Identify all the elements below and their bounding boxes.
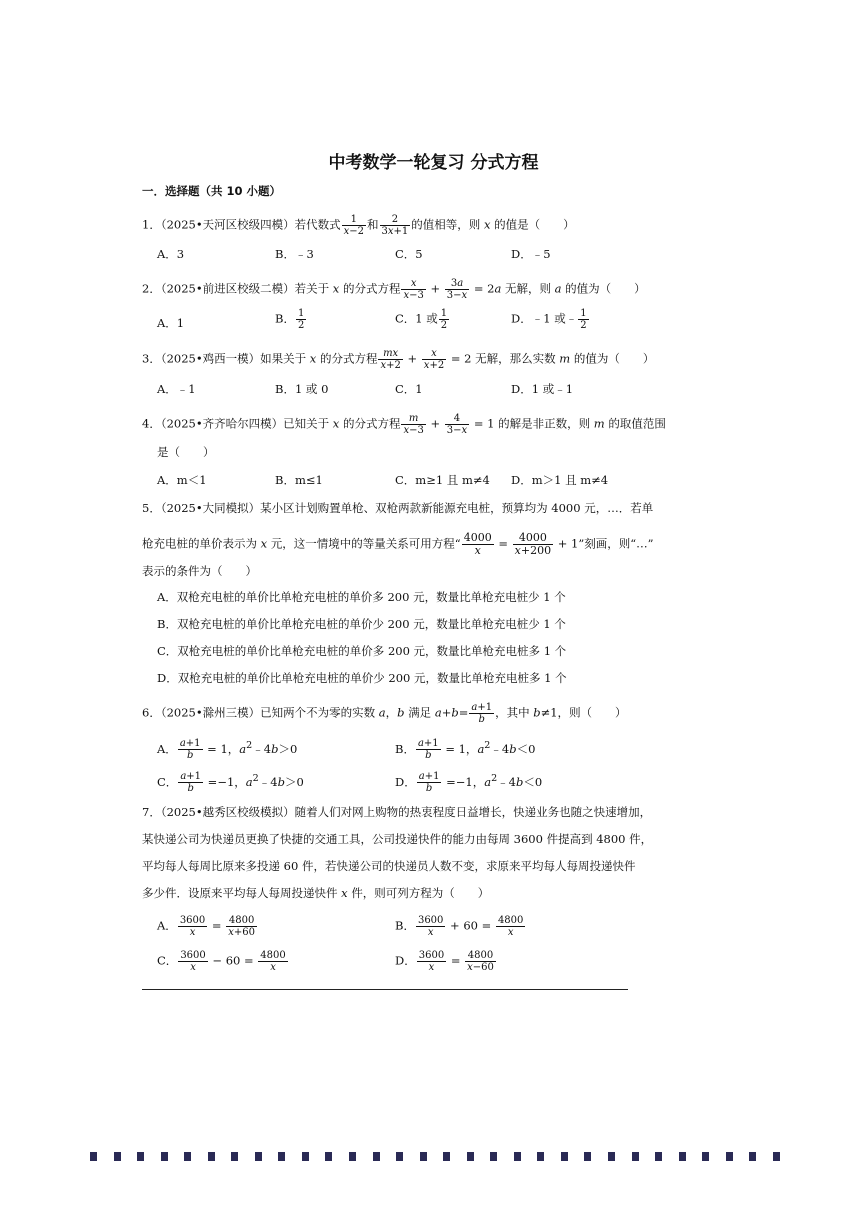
option-label: C． [157, 774, 178, 789]
option-d [511, 308, 590, 331]
fraction: $\frac{3600}{x}$ [180, 950, 206, 973]
question-text: 的分式方程 [319, 351, 378, 366]
question-7 [142, 804, 651, 820]
option-label: B． [395, 918, 415, 933]
question-text: 的值相等，则 [411, 217, 481, 232]
question-4-continued: 是（ ） [157, 445, 215, 459]
question-number: 3． [142, 351, 161, 366]
option-b: B．1 或 0 [275, 382, 329, 396]
question-number: 2． [142, 281, 161, 296]
fraction: $\frac{a+1}{b}$ [418, 771, 440, 795]
question-text: 无解，那么实数 [475, 351, 556, 366]
option-label: C． [157, 953, 178, 968]
option-c: C． $\frac{a+1}{b}$ =−1，$a^2﹣4b>0$ [157, 771, 304, 795]
question-7-line-3: 平均每人每周比原来多投递 60 件，若快递公司的快递员人数不变，求原来平均每人每周投递快件 [142, 859, 636, 873]
question-text: 已知两个不为零的实数 [260, 705, 376, 720]
question-text: 若关于 [294, 281, 330, 296]
question-3: 3．（2025•鸡西一模）如果关于 x 的分式方程 $\frac{mx}{x+2}$ + $\frac{x}{x+2}$ = 2 无解，那么实数 m 的值为（ ） [142, 348, 655, 371]
option-label: C．1 或 [395, 311, 438, 326]
question-source: （2025•越秀区校级模拟） [160, 805, 295, 819]
fraction: $\frac{1}{2}$ [297, 308, 305, 331]
question-text: 随着人们对网上购物的热衷程度日益增长，快递业务也随之快速增加， [294, 805, 652, 819]
option-b: B． $\frac{3600}{x}$ + 60 = $\frac{4800}{x}$ [395, 915, 524, 938]
question-text: 和 [367, 217, 379, 232]
question-text: 元，这一情境中的等量关系可用方程“ [270, 536, 461, 551]
option-d: D．双枪充电桩的单价比单枪充电桩的单价少 200 元，数量比单枪充电桩多 1 个 [157, 671, 567, 685]
option-b: B．双枪充电桩的单价比单枪充电桩的单价少 200 元，数量比单枪充电桩少 1 个 [157, 617, 566, 631]
fraction: $\frac{1}{2}$ [440, 308, 448, 331]
option-b: B．﹣3 [275, 247, 314, 261]
option-d: D． $\frac{3600}{x}$ = $\frac{4800}{x-60}$ [395, 950, 494, 973]
question-text: ”刻画，则“…” [578, 536, 654, 551]
question-text: 已知关于 [283, 416, 330, 431]
option-d: D．﹣5 [511, 247, 551, 261]
question-text: 无解，则 [504, 281, 551, 296]
fraction: $\frac{3600}{x}$ [418, 950, 445, 973]
option-a: A．3 [157, 247, 185, 261]
fraction: $\frac{a+1}{b}$ [417, 738, 439, 762]
option-label: B． [275, 311, 295, 326]
question-text: 满足 [408, 705, 432, 720]
question-number: 5． [142, 501, 161, 515]
question-text: 多少件．设原来平均每人每周投递快件 [142, 886, 338, 900]
fraction: $\frac{4800}{x+60}$ [228, 915, 255, 938]
question-text: 的分式方程 [342, 281, 401, 296]
question-5 [142, 500, 653, 516]
section-heading: 一．选择题（共 10 小题） [142, 184, 282, 198]
option-a: A．双枪充电桩的单价比单枪充电桩的单价多 200 元，数量比单枪充电桩少 1 个 [157, 590, 566, 604]
question-text: 其中 [506, 705, 530, 720]
fraction: $\frac{a+1}{b}$ [180, 771, 202, 795]
dashed-border [90, 1152, 780, 1162]
fraction: $\frac{m}{x-3}$ [403, 413, 424, 436]
question-7-line-4: 多少件．设原来平均每人每周投递快件 x 件，则可列方程为（ ） [142, 886, 490, 900]
question-source: （2025•大同模拟） [160, 501, 261, 515]
question-text: 若代数式 [294, 217, 341, 232]
fraction: $\frac{1}{x-2}$ [343, 214, 365, 237]
option-label: D．﹣1 或﹣ [511, 311, 578, 326]
question-source: （2025•齐齐哈尔四模） [160, 416, 284, 431]
option-label: B． [395, 741, 415, 756]
question-7-line-2: 某快递公司为快递员更换了快捷的交通工具，公司投递快件的能力由每周 3600 件提高到 4800 件， [142, 832, 653, 846]
option-a: A．m＜1 [157, 473, 207, 487]
option-label: A． [157, 741, 177, 756]
fraction: $\frac{3600}{x}$ [417, 915, 444, 938]
question-6: 6．（2025•滁州三模）已知两个不为零的实数 a，b 满足 a+b= $\frac{a+1}{b}$ ，其中 b≠1，则（ ） [142, 702, 627, 725]
option-c: C．1 [395, 382, 423, 396]
fraction: $\frac{a+1}{b}$ [179, 738, 201, 762]
question-text: 如果关于 [260, 351, 307, 366]
option-b: B． $\frac{a+1}{b}$ = 1，$a^2﹣4b<0$ [395, 738, 536, 762]
fraction: $\frac{4800}{x}$ [260, 950, 286, 973]
question-number: 4． [142, 416, 161, 431]
fraction: $\frac{x}{x-3}$ [403, 278, 424, 301]
option-a: A． $\frac{3600}{x}$ = $\frac{4800}{x+60}$ [157, 915, 255, 938]
option-a: A． $\frac{a+1}{b}$ = 1，$a^2﹣4b>0$ [157, 738, 298, 762]
option-c [395, 308, 450, 331]
question-source: （2025•滁州三模） [160, 705, 261, 720]
option-b: B．m≤1 [275, 473, 323, 487]
question-number: 1． [142, 217, 161, 232]
option-a: A．1 [157, 316, 185, 330]
fraction: $\frac{3600}{x}$ [179, 915, 206, 938]
fraction: $\frac{4}{3-x}$ [446, 413, 468, 436]
option-label: D． [395, 953, 416, 968]
question-5-line-3: 表示的条件为（ ） [142, 564, 257, 578]
question-5-line-2: 枪充电桩的单价表示为 x 元，这一情境中的等量关系可用方程“ $\frac{4000}{x}$ = $\frac{4000}{x+200}$ + 1”刻画，则“…” [142, 531, 654, 557]
fraction: $\frac{4800}{x-60}$ [467, 950, 494, 973]
fraction: $\frac{mx}{x+2}$ [380, 348, 401, 371]
page-title: 中考数学一轮复习 分式方程 [328, 153, 539, 173]
fraction: $\frac{4000}{x}$ [463, 531, 492, 557]
question-source: （2025•前进区校级二模） [160, 281, 295, 296]
question-number: 7． [142, 805, 161, 819]
option-b [275, 308, 307, 331]
question-1: 1．（2025•天河区校级四模）若代数式 $\frac{1}{x-2}$ 和 $\frac{2}{3x+1}$ 的值相等，则 x 的值是（ ） [142, 214, 575, 237]
question-source: （2025•鸡西一模） [160, 351, 261, 366]
question-source: （2025•天河区校级四模） [160, 217, 295, 232]
fraction: $\frac{a+1}{b}$ [471, 702, 493, 725]
question-text: 件，则可列方程为（ ） [351, 886, 490, 900]
fraction: $\frac{1}{2}$ [580, 308, 587, 331]
option-c: C．m≥1 且 m≠4 [395, 473, 490, 487]
option-c: C．双枪充电桩的单价比单枪充电桩的单价多 200 元，数量比单枪充电桩多 1 个 [157, 644, 567, 658]
option-d: D．1 或﹣1 [511, 382, 574, 396]
fraction: $\frac{4800}{x}$ [497, 915, 524, 938]
fraction: $\frac{4000}{x+200}$ [514, 531, 552, 557]
question-text: 的取值范围 [608, 416, 666, 431]
question-text: 枪充电桩的单价表示为 [142, 536, 257, 551]
question-number: 6． [142, 705, 161, 720]
option-a: A．﹣1 [157, 382, 196, 396]
fraction: $\frac{3a}{3-x}$ [446, 278, 468, 301]
question-text: 的分式方程 [342, 416, 401, 431]
option-c: C．5 [395, 247, 423, 261]
divider-line [142, 989, 628, 990]
option-label: A． [157, 918, 177, 933]
fraction: $\frac{2}{3x+1}$ [381, 214, 409, 237]
question-text: 的解是非正数，则 [498, 416, 591, 431]
option-c: C． $\frac{3600}{x}$ − 60 = $\frac{4800}{x}$ [157, 950, 286, 973]
option-label: D． [395, 774, 416, 789]
question-text: 的值是（ ） [494, 217, 575, 232]
question-text: 则（ ） [569, 705, 627, 720]
question-text: 某小区计划购置单枪、双枪两款新能源充电桩，预算均为 4000 元，…．若单 [260, 501, 654, 515]
question-4: 4．（2025•齐齐哈尔四模）已知关于 x 的分式方程 $\frac{m}{x-3}$ + $\frac{4}{3-x}$ = 1 的解是非正数，则 m 的取值范围 [142, 413, 666, 436]
question-2: 2．（2025•前进区校级二模）若关于 x 的分式方程 $\frac{x}{x-3}$ + $\frac{3a}{3-x}$ = 2a 无解，则 a 的值为（ ） [142, 278, 646, 301]
fraction: $\frac{x}{x+2}$ [423, 348, 445, 371]
question-text: 的值为（ ） [565, 281, 646, 296]
option-d: D． $\frac{a+1}{b}$ =−1，$a^2﹣4b<0$ [395, 771, 543, 795]
option-d: D．m＞1 且 m≠4 [511, 473, 609, 487]
question-text: 的值为（ ） [573, 351, 655, 366]
